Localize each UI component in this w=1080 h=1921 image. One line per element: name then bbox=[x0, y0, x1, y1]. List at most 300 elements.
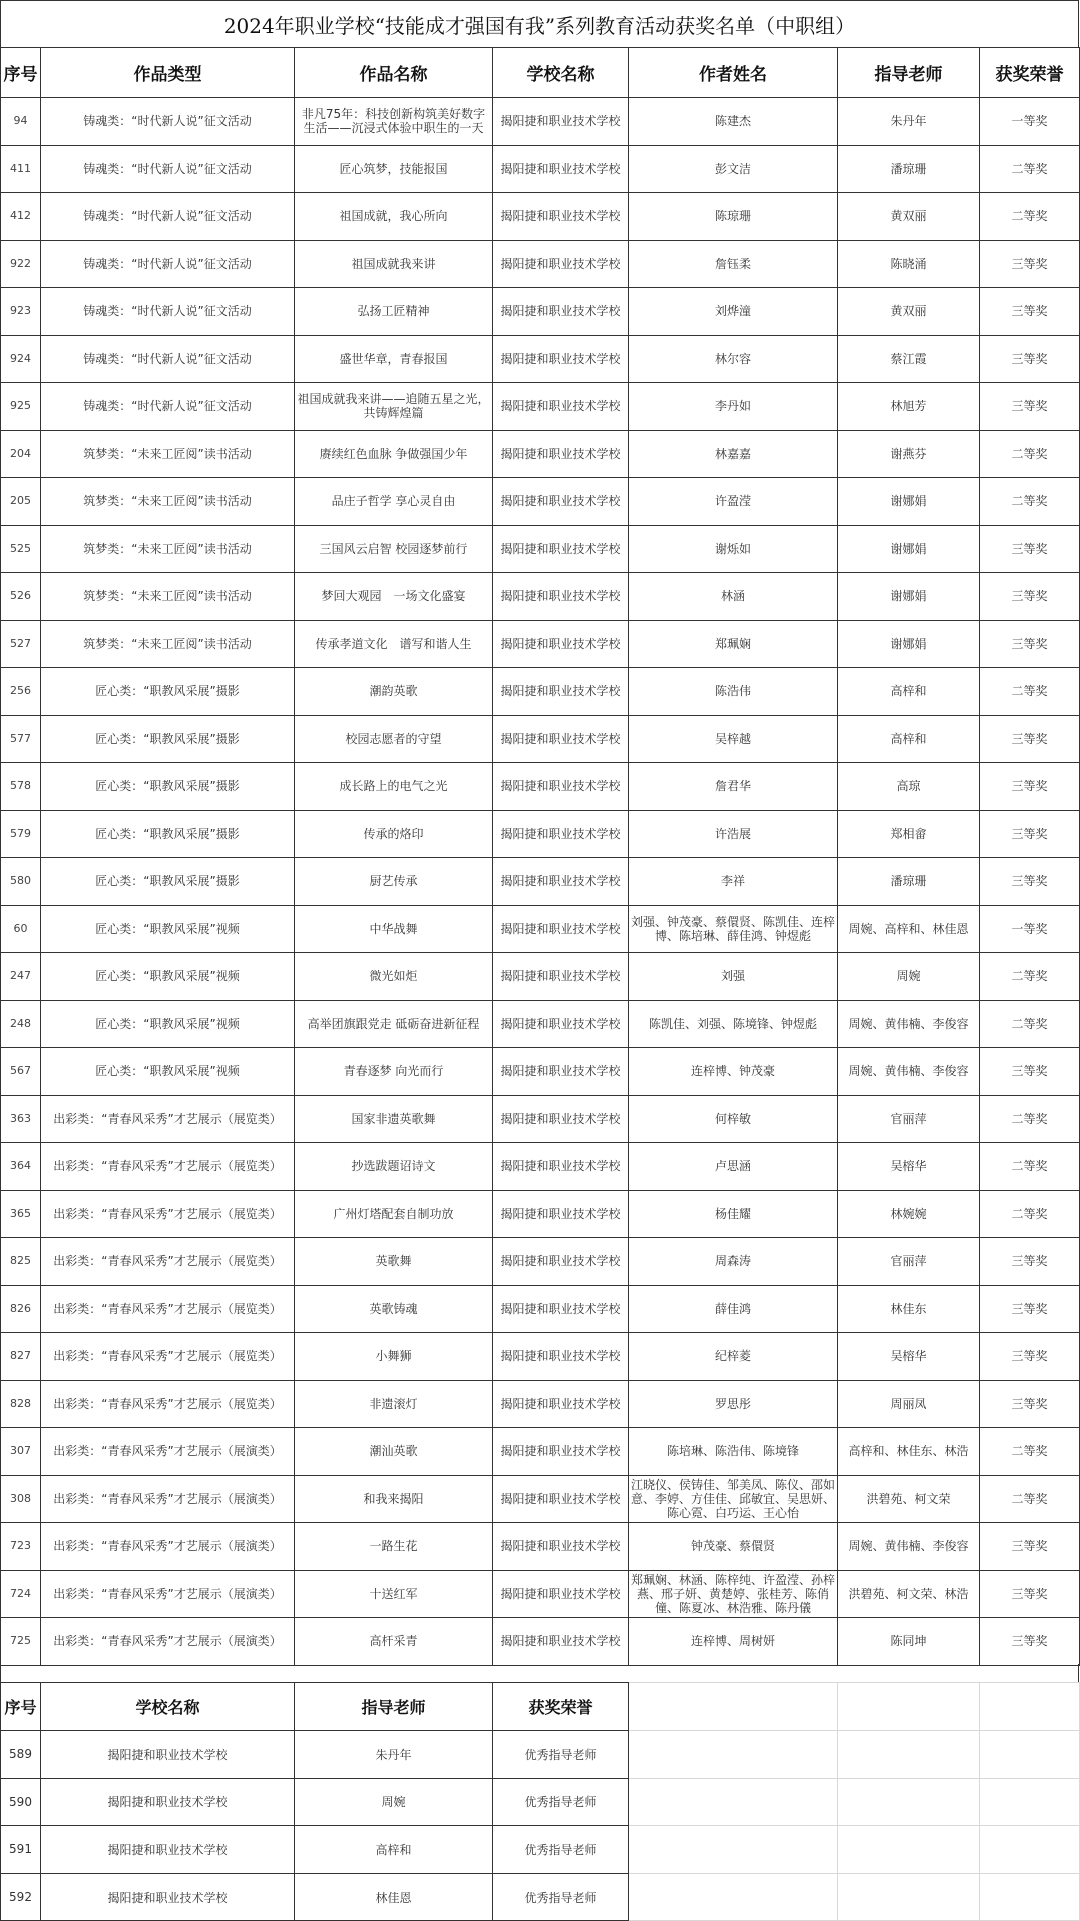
cell-author-names: 连梓博、周树妍 bbox=[629, 1618, 838, 1666]
cell-author-names: 李祥 bbox=[629, 858, 838, 906]
cell-work-title: 梦回大观园 一场文化盛宴 bbox=[295, 573, 493, 621]
cell-author-names: 陈培琳、陈浩伟、陈境锋 bbox=[629, 1428, 838, 1476]
cell-school-name: 揭阳捷和职业技术学校 bbox=[493, 288, 629, 336]
cell-advisor-name: 朱丹年 bbox=[295, 1731, 493, 1779]
cell-work-type: 出彩类：“青春风采秀”才艺展示（展演类） bbox=[41, 1475, 295, 1523]
table-row bbox=[1, 98, 1080, 146]
empty-cell bbox=[980, 1731, 1080, 1779]
cell-advisor-names: 林旭芳 bbox=[838, 383, 980, 431]
table-row bbox=[1, 145, 1080, 193]
cell-advisor-names: 吴榕华 bbox=[838, 1143, 980, 1191]
cell-author-names: 郑珮娴 bbox=[629, 620, 838, 668]
cell-award-level: 二等奖 bbox=[980, 478, 1080, 526]
cell-work-title: 盛世华章，青春报国 bbox=[295, 335, 493, 383]
cell-work-title: 祖国成就我来讲——追随五星之光，共铸辉煌篇 bbox=[295, 383, 493, 431]
cell-work-title: 英歌舞 bbox=[295, 1238, 493, 1286]
cell-serial-no: 590 bbox=[1, 1778, 41, 1826]
header-work-title: 作品名称 bbox=[295, 48, 493, 98]
cell-work-title: 匠心筑梦，技能报国 bbox=[295, 145, 493, 193]
cell-advisor-names: 官丽萍 bbox=[838, 1095, 980, 1143]
sheet-title: 2024年职业学校“技能成才强国有我”系列教育活动获奖名单（中职组） bbox=[0, 0, 1079, 48]
cell-work-type: 筑梦类：“未来工匠阅”读书活动 bbox=[41, 478, 295, 526]
cell-work-type: 出彩类：“青春风采秀”才艺展示（展览类） bbox=[41, 1190, 295, 1238]
cell-work-title: 广州灯塔配套自制功放 bbox=[295, 1190, 493, 1238]
table-row bbox=[1, 1095, 1080, 1143]
cell-advisor-names: 周丽凤 bbox=[838, 1380, 980, 1428]
cell-serial-no: 247 bbox=[1, 953, 41, 1001]
cell-work-type: 出彩类：“青春风采秀”才艺展示（展演类） bbox=[41, 1618, 295, 1666]
table-header-row bbox=[1, 1683, 1080, 1731]
cell-author-names: 詹钰柔 bbox=[629, 240, 838, 288]
cell-work-type: 出彩类：“青春风采秀”才艺展示（展览类） bbox=[41, 1238, 295, 1286]
empty-cell bbox=[980, 1873, 1080, 1921]
empty-cell bbox=[980, 1778, 1080, 1826]
cell-author-names: 郑珮娴、林涵、陈梓纯、许盈滢、孙梓燕、邢子妍、黄楚婷、张桂芳、陈俏僮、陈夏冰、林浩雅、陈丹儀 bbox=[629, 1570, 838, 1618]
cell-serial-no: 592 bbox=[1, 1873, 41, 1921]
cell-school-name: 揭阳捷和职业技术学校 bbox=[493, 145, 629, 193]
cell-serial-no: 248 bbox=[1, 1000, 41, 1048]
cell-award-level: 三等奖 bbox=[980, 1048, 1080, 1096]
cell-school-name: 揭阳捷和职业技术学校 bbox=[493, 573, 629, 621]
cell-author-names: 连梓博、钟茂豪 bbox=[629, 1048, 838, 1096]
cell-work-type: 匠心类：“职教风采展”摄影 bbox=[41, 858, 295, 906]
cell-school-name: 揭阳捷和职业技术学校 bbox=[493, 478, 629, 526]
cell-school-name: 揭阳捷和职业技术学校 bbox=[493, 1048, 629, 1096]
cell-author-names: 薛佳鸿 bbox=[629, 1285, 838, 1333]
cell-work-title: 英歌铸魂 bbox=[295, 1285, 493, 1333]
cell-school-name: 揭阳捷和职业技术学校 bbox=[493, 1333, 629, 1381]
cell-work-type: 匠心类：“职教风采展”摄影 bbox=[41, 668, 295, 716]
empty-cell bbox=[629, 1826, 838, 1874]
table-row bbox=[1, 1238, 1080, 1286]
cell-work-title: 校园志愿者的守望 bbox=[295, 715, 493, 763]
cell-serial-no: 828 bbox=[1, 1380, 41, 1428]
table-row bbox=[1, 1570, 1080, 1618]
cell-work-title: 成长路上的电气之光 bbox=[295, 763, 493, 811]
cell-author-names: 陈建杰 bbox=[629, 98, 838, 146]
table-row bbox=[1, 858, 1080, 906]
table-row bbox=[1, 1333, 1080, 1381]
cell-author-names: 许浩展 bbox=[629, 810, 838, 858]
cell-award-level: 三等奖 bbox=[980, 1333, 1080, 1381]
cell-school-name: 揭阳捷和职业技术学校 bbox=[493, 1570, 629, 1618]
cell-award-level: 优秀指导老师 bbox=[493, 1731, 629, 1779]
cell-school-name: 揭阳捷和职业技术学校 bbox=[493, 953, 629, 1001]
cell-author-names: 钟茂豪、蔡儇贤 bbox=[629, 1523, 838, 1571]
cell-work-type: 铸魂类：“时代新人说”征文活动 bbox=[41, 383, 295, 431]
cell-award-level: 三等奖 bbox=[980, 715, 1080, 763]
cell-work-title: 微光如炬 bbox=[295, 953, 493, 1001]
cell-award-level: 二等奖 bbox=[980, 1000, 1080, 1048]
cell-serial-no: 922 bbox=[1, 240, 41, 288]
header-serial-no: 序号 bbox=[1, 48, 41, 98]
cell-award-level: 二等奖 bbox=[980, 1190, 1080, 1238]
cell-work-title: 祖国成就我来讲 bbox=[295, 240, 493, 288]
cell-work-title: 弘扬工匠精神 bbox=[295, 288, 493, 336]
table-row bbox=[1, 1873, 1080, 1921]
cell-serial-no: 589 bbox=[1, 1731, 41, 1779]
cell-work-type: 筑梦类：“未来工匠阅”读书活动 bbox=[41, 573, 295, 621]
cell-work-type: 匠心类：“职教风采展”视频 bbox=[41, 1000, 295, 1048]
header-serial-no: 序号 bbox=[1, 1683, 41, 1731]
header-advisor-name: 指导老师 bbox=[295, 1683, 493, 1731]
cell-school-name: 揭阳捷和职业技术学校 bbox=[493, 1523, 629, 1571]
cell-serial-no: 94 bbox=[1, 98, 41, 146]
table-row bbox=[1, 1143, 1080, 1191]
cell-work-type: 出彩类：“青春风采秀”才艺展示（展演类） bbox=[41, 1428, 295, 1476]
cell-serial-no: 724 bbox=[1, 1570, 41, 1618]
cell-award-level: 二等奖 bbox=[980, 1475, 1080, 1523]
cell-author-names: 卢思涵 bbox=[629, 1143, 838, 1191]
cell-advisor-names: 吴榕华 bbox=[838, 1333, 980, 1381]
cell-work-title: 非凡75年：科技创新构筑美好数字生活——沉浸式体验中职生的一天 bbox=[295, 98, 493, 146]
header-advisor-names: 指导老师 bbox=[838, 48, 980, 98]
empty-cell bbox=[838, 1826, 980, 1874]
cell-author-names: 詹君华 bbox=[629, 763, 838, 811]
cell-author-names: 李丹如 bbox=[629, 383, 838, 431]
cell-award-level: 三等奖 bbox=[980, 763, 1080, 811]
cell-work-type: 匠心类：“职教风采展”摄影 bbox=[41, 715, 295, 763]
cell-school-name: 揭阳捷和职业技术学校 bbox=[493, 335, 629, 383]
header-award-level: 获奖荣誉 bbox=[980, 48, 1080, 98]
cell-work-type: 出彩类：“青春风采秀”才艺展示（展览类） bbox=[41, 1333, 295, 1381]
cell-serial-no: 826 bbox=[1, 1285, 41, 1333]
cell-work-type: 出彩类：“青春风采秀”才艺展示（展览类） bbox=[41, 1285, 295, 1333]
cell-school-name: 揭阳捷和职业技术学校 bbox=[493, 525, 629, 573]
cell-work-title: 厨艺传承 bbox=[295, 858, 493, 906]
cell-award-level: 三等奖 bbox=[980, 1285, 1080, 1333]
cell-serial-no: 527 bbox=[1, 620, 41, 668]
teacher-award-table bbox=[0, 1682, 1080, 1921]
cell-award-level: 二等奖 bbox=[980, 145, 1080, 193]
table-row bbox=[1, 1778, 1080, 1826]
cell-serial-no: 525 bbox=[1, 525, 41, 573]
cell-serial-no: 925 bbox=[1, 383, 41, 431]
cell-advisor-names: 蔡江霞 bbox=[838, 335, 980, 383]
cell-author-names: 谢烁如 bbox=[629, 525, 838, 573]
cell-author-names: 吴梓越 bbox=[629, 715, 838, 763]
empty-cell bbox=[980, 1683, 1080, 1731]
cell-advisor-names: 高梓和 bbox=[838, 715, 980, 763]
award-table bbox=[0, 47, 1080, 1666]
cell-serial-no: 308 bbox=[1, 1475, 41, 1523]
cell-school-name: 揭阳捷和职业技术学校 bbox=[493, 905, 629, 953]
cell-advisor-name: 周婉 bbox=[295, 1778, 493, 1826]
cell-school-name: 揭阳捷和职业技术学校 bbox=[493, 193, 629, 241]
cell-work-type: 铸魂类：“时代新人说”征文活动 bbox=[41, 98, 295, 146]
cell-award-level: 一等奖 bbox=[980, 905, 1080, 953]
table-row bbox=[1, 1428, 1080, 1476]
cell-award-level: 二等奖 bbox=[980, 1095, 1080, 1143]
cell-school-name: 揭阳捷和职业技术学校 bbox=[493, 1285, 629, 1333]
cell-school-name: 揭阳捷和职业技术学校 bbox=[493, 240, 629, 288]
cell-work-title: 小舞狮 bbox=[295, 1333, 493, 1381]
cell-school-name: 揭阳捷和职业技术学校 bbox=[41, 1778, 295, 1826]
cell-author-names: 刘强、钟茂豪、蔡儇贤、陈凯佳、连梓博、陈培琳、薛佳鸿、钟煜彪 bbox=[629, 905, 838, 953]
table-row bbox=[1, 573, 1080, 621]
cell-serial-no: 204 bbox=[1, 430, 41, 478]
cell-school-name: 揭阳捷和职业技术学校 bbox=[493, 1380, 629, 1428]
cell-author-names: 江晓仪、侯铸佳、邹美凤、陈仪、邵如意、李婷、方佳佳、邱敏宜、吴思妍、陈心霓、白巧运、王心怡 bbox=[629, 1475, 838, 1523]
cell-school-name: 揭阳捷和职业技术学校 bbox=[493, 430, 629, 478]
cell-award-level: 三等奖 bbox=[980, 240, 1080, 288]
cell-work-title: 传承孝道文化 谱写和谐人生 bbox=[295, 620, 493, 668]
cell-advisor-names: 谢燕芬 bbox=[838, 430, 980, 478]
cell-author-names: 杨佳耀 bbox=[629, 1190, 838, 1238]
table-row bbox=[1, 1523, 1080, 1571]
table-row bbox=[1, 1731, 1080, 1779]
cell-school-name: 揭阳捷和职业技术学校 bbox=[493, 1143, 629, 1191]
cell-serial-no: 825 bbox=[1, 1238, 41, 1286]
cell-school-name: 揭阳捷和职业技术学校 bbox=[493, 1475, 629, 1523]
table-row bbox=[1, 383, 1080, 431]
cell-advisor-names: 谢娜娟 bbox=[838, 525, 980, 573]
cell-serial-no: 578 bbox=[1, 763, 41, 811]
cell-author-names: 林尔容 bbox=[629, 335, 838, 383]
cell-school-name: 揭阳捷和职业技术学校 bbox=[493, 858, 629, 906]
cell-work-type: 铸魂类：“时代新人说”征文活动 bbox=[41, 145, 295, 193]
cell-work-type: 匠心类：“职教风采展”摄影 bbox=[41, 810, 295, 858]
cell-advisor-names: 周婉、高梓和、林佳恩 bbox=[838, 905, 980, 953]
cell-serial-no: 567 bbox=[1, 1048, 41, 1096]
cell-work-title: 潮韵英歌 bbox=[295, 668, 493, 716]
table-row bbox=[1, 335, 1080, 383]
cell-author-names: 罗思彤 bbox=[629, 1380, 838, 1428]
cell-author-names: 陈琼珊 bbox=[629, 193, 838, 241]
empty-cell bbox=[838, 1683, 980, 1731]
cell-work-type: 筑梦类：“未来工匠阅”读书活动 bbox=[41, 430, 295, 478]
cell-work-title: 青春逐梦 向光而行 bbox=[295, 1048, 493, 1096]
spacer-row bbox=[0, 1664, 1079, 1682]
table-row bbox=[1, 525, 1080, 573]
table-row bbox=[1, 1000, 1080, 1048]
cell-serial-no: 591 bbox=[1, 1826, 41, 1874]
cell-work-title: 十送红军 bbox=[295, 1570, 493, 1618]
cell-work-type: 铸魂类：“时代新人说”征文活动 bbox=[41, 288, 295, 336]
cell-advisor-names: 周婉、黄伟楠、李俊容 bbox=[838, 1048, 980, 1096]
cell-work-title: 和我来揭阳 bbox=[295, 1475, 493, 1523]
cell-work-type: 匠心类：“职教风采展”视频 bbox=[41, 905, 295, 953]
cell-work-type: 出彩类：“青春风采秀”才艺展示（展览类） bbox=[41, 1380, 295, 1428]
cell-serial-no: 364 bbox=[1, 1143, 41, 1191]
cell-school-name: 揭阳捷和职业技术学校 bbox=[493, 668, 629, 716]
cell-author-names: 陈浩伟 bbox=[629, 668, 838, 716]
cell-advisor-names: 高梓和、林佳东、林浩 bbox=[838, 1428, 980, 1476]
cell-author-names: 林涵 bbox=[629, 573, 838, 621]
cell-serial-no: 205 bbox=[1, 478, 41, 526]
cell-work-type: 出彩类：“青春风采秀”才艺展示（展览类） bbox=[41, 1143, 295, 1191]
cell-serial-no: 60 bbox=[1, 905, 41, 953]
empty-cell bbox=[838, 1873, 980, 1921]
cell-serial-no: 827 bbox=[1, 1333, 41, 1381]
cell-advisor-names: 朱丹年 bbox=[838, 98, 980, 146]
empty-cell bbox=[629, 1683, 838, 1731]
cell-serial-no: 526 bbox=[1, 573, 41, 621]
cell-serial-no: 307 bbox=[1, 1428, 41, 1476]
table-row bbox=[1, 1380, 1080, 1428]
cell-school-name: 揭阳捷和职业技术学校 bbox=[493, 1190, 629, 1238]
table-row bbox=[1, 953, 1080, 1001]
cell-award-level: 三等奖 bbox=[980, 1570, 1080, 1618]
cell-serial-no: 579 bbox=[1, 810, 41, 858]
cell-advisor-names: 黄双丽 bbox=[838, 288, 980, 336]
empty-cell bbox=[629, 1778, 838, 1826]
cell-advisor-names: 官丽萍 bbox=[838, 1238, 980, 1286]
cell-award-level: 优秀指导老师 bbox=[493, 1778, 629, 1826]
table-row bbox=[1, 1826, 1080, 1874]
cell-award-level: 三等奖 bbox=[980, 383, 1080, 431]
cell-advisor-names: 黄双丽 bbox=[838, 193, 980, 241]
cell-work-title: 中华战舞 bbox=[295, 905, 493, 953]
cell-school-name: 揭阳捷和职业技术学校 bbox=[493, 715, 629, 763]
cell-award-level: 三等奖 bbox=[980, 573, 1080, 621]
empty-cell bbox=[629, 1873, 838, 1921]
cell-work-type: 出彩类：“青春风采秀”才艺展示（展览类） bbox=[41, 1095, 295, 1143]
cell-work-title: 传承的烙印 bbox=[295, 810, 493, 858]
cell-award-level: 三等奖 bbox=[980, 620, 1080, 668]
cell-author-names: 刘烨潼 bbox=[629, 288, 838, 336]
cell-work-type: 筑梦类：“未来工匠阅”读书活动 bbox=[41, 525, 295, 573]
cell-school-name: 揭阳捷和职业技术学校 bbox=[493, 1095, 629, 1143]
cell-author-names: 周森涛 bbox=[629, 1238, 838, 1286]
cell-award-level: 一等奖 bbox=[980, 98, 1080, 146]
cell-award-level: 二等奖 bbox=[980, 193, 1080, 241]
table-row bbox=[1, 905, 1080, 953]
cell-serial-no: 412 bbox=[1, 193, 41, 241]
cell-work-type: 铸魂类：“时代新人说”征文活动 bbox=[41, 193, 295, 241]
cell-advisor-names: 周婉 bbox=[838, 953, 980, 1001]
cell-serial-no: 580 bbox=[1, 858, 41, 906]
header-school-name: 学校名称 bbox=[493, 48, 629, 98]
cell-author-names: 许盈滢 bbox=[629, 478, 838, 526]
cell-work-type: 出彩类：“青春风采秀”才艺展示（展演类） bbox=[41, 1570, 295, 1618]
cell-award-level: 三等奖 bbox=[980, 335, 1080, 383]
cell-award-level: 三等奖 bbox=[980, 810, 1080, 858]
cell-work-title: 祖国成就，我心所向 bbox=[295, 193, 493, 241]
cell-advisor-names: 周婉、黄伟楠、李俊容 bbox=[838, 1523, 980, 1571]
cell-author-names: 林嘉嘉 bbox=[629, 430, 838, 478]
cell-work-type: 铸魂类：“时代新人说”征文活动 bbox=[41, 240, 295, 288]
cell-work-title: 高杆采青 bbox=[295, 1618, 493, 1666]
cell-award-level: 三等奖 bbox=[980, 1618, 1080, 1666]
cell-award-level: 三等奖 bbox=[980, 1523, 1080, 1571]
cell-serial-no: 723 bbox=[1, 1523, 41, 1571]
cell-serial-no: 411 bbox=[1, 145, 41, 193]
table-row bbox=[1, 620, 1080, 668]
cell-advisor-names: 高琼 bbox=[838, 763, 980, 811]
cell-award-level: 二等奖 bbox=[980, 953, 1080, 1001]
cell-award-level: 二等奖 bbox=[980, 430, 1080, 478]
cell-advisor-name: 林佳恩 bbox=[295, 1873, 493, 1921]
cell-school-name: 揭阳捷和职业技术学校 bbox=[493, 1618, 629, 1666]
cell-school-name: 揭阳捷和职业技术学校 bbox=[493, 620, 629, 668]
cell-author-names: 刘强 bbox=[629, 953, 838, 1001]
cell-school-name: 揭阳捷和职业技术学校 bbox=[493, 763, 629, 811]
table-row bbox=[1, 810, 1080, 858]
cell-advisor-names: 潘琼珊 bbox=[838, 145, 980, 193]
cell-serial-no: 725 bbox=[1, 1618, 41, 1666]
table-header-row bbox=[1, 48, 1080, 98]
table-row bbox=[1, 1475, 1080, 1523]
cell-award-level: 二等奖 bbox=[980, 1143, 1080, 1191]
cell-work-type: 铸魂类：“时代新人说”征文活动 bbox=[41, 335, 295, 383]
cell-work-type: 匠心类：“职教风采展”视频 bbox=[41, 953, 295, 1001]
cell-serial-no: 256 bbox=[1, 668, 41, 716]
cell-work-type: 筑梦类：“未来工匠阅”读书活动 bbox=[41, 620, 295, 668]
cell-work-title: 抄选跋题诏诗文 bbox=[295, 1143, 493, 1191]
table-row bbox=[1, 288, 1080, 336]
cell-work-title: 品庄子哲学 享心灵自由 bbox=[295, 478, 493, 526]
header-author-names: 作者姓名 bbox=[629, 48, 838, 98]
cell-work-title: 赓续红色血脉 争做强国少年 bbox=[295, 430, 493, 478]
cell-advisor-names: 谢娜娟 bbox=[838, 620, 980, 668]
cell-school-name: 揭阳捷和职业技术学校 bbox=[493, 1238, 629, 1286]
cell-advisor-names: 高梓和 bbox=[838, 668, 980, 716]
cell-school-name: 揭阳捷和职业技术学校 bbox=[41, 1826, 295, 1874]
cell-advisor-names: 谢娜娟 bbox=[838, 573, 980, 621]
table-row bbox=[1, 478, 1080, 526]
cell-advisor-names: 谢娜娟 bbox=[838, 478, 980, 526]
cell-serial-no: 923 bbox=[1, 288, 41, 336]
cell-school-name: 揭阳捷和职业技术学校 bbox=[493, 1000, 629, 1048]
cell-author-names: 陈凯佳、刘强、陈境锋、钟煜彪 bbox=[629, 1000, 838, 1048]
cell-work-title: 国家非遗英歌舞 bbox=[295, 1095, 493, 1143]
cell-school-name: 揭阳捷和职业技术学校 bbox=[493, 1428, 629, 1476]
cell-advisor-name: 高梓和 bbox=[295, 1826, 493, 1874]
header-work-type: 作品类型 bbox=[41, 48, 295, 98]
table-row bbox=[1, 240, 1080, 288]
cell-advisor-names: 陈晓涌 bbox=[838, 240, 980, 288]
cell-work-type: 匠心类：“职教风采展”摄影 bbox=[41, 763, 295, 811]
cell-advisor-names: 周婉、黄伟楠、李俊容 bbox=[838, 1000, 980, 1048]
cell-serial-no: 577 bbox=[1, 715, 41, 763]
table-row bbox=[1, 715, 1080, 763]
table-row bbox=[1, 1285, 1080, 1333]
cell-advisor-names: 林佳东 bbox=[838, 1285, 980, 1333]
empty-cell bbox=[838, 1731, 980, 1779]
cell-award-level: 三等奖 bbox=[980, 288, 1080, 336]
cell-advisor-names: 林婉婉 bbox=[838, 1190, 980, 1238]
cell-work-title: 高举团旗跟党走 砥砺奋进新征程 bbox=[295, 1000, 493, 1048]
cell-award-level: 三等奖 bbox=[980, 858, 1080, 906]
cell-work-type: 出彩类：“青春风采秀”才艺展示（展演类） bbox=[41, 1523, 295, 1571]
cell-advisor-names: 郑相畲 bbox=[838, 810, 980, 858]
table-row bbox=[1, 763, 1080, 811]
table-row bbox=[1, 1190, 1080, 1238]
header-award-level: 获奖荣誉 bbox=[493, 1683, 629, 1731]
header-school-name: 学校名称 bbox=[41, 1683, 295, 1731]
cell-author-names: 纪梓菱 bbox=[629, 1333, 838, 1381]
cell-advisor-names: 洪碧苑、柯文荣 bbox=[838, 1475, 980, 1523]
cell-advisor-names: 洪碧苑、柯文荣、林浩 bbox=[838, 1570, 980, 1618]
cell-award-level: 三等奖 bbox=[980, 1238, 1080, 1286]
table-row bbox=[1, 1048, 1080, 1096]
cell-school-name: 揭阳捷和职业技术学校 bbox=[41, 1731, 295, 1779]
cell-school-name: 揭阳捷和职业技术学校 bbox=[493, 98, 629, 146]
empty-cell bbox=[629, 1731, 838, 1779]
cell-school-name: 揭阳捷和职业技术学校 bbox=[493, 383, 629, 431]
cell-work-title: 潮汕英歌 bbox=[295, 1428, 493, 1476]
cell-school-name: 揭阳捷和职业技术学校 bbox=[41, 1873, 295, 1921]
cell-author-names: 彭文洁 bbox=[629, 145, 838, 193]
cell-work-title: 三国风云启智 校园逐梦前行 bbox=[295, 525, 493, 573]
cell-award-level: 三等奖 bbox=[980, 525, 1080, 573]
cell-award-level: 二等奖 bbox=[980, 668, 1080, 716]
cell-work-type: 匠心类：“职教风采展”视频 bbox=[41, 1048, 295, 1096]
cell-award-level: 三等奖 bbox=[980, 1380, 1080, 1428]
cell-work-title: 非遗滚灯 bbox=[295, 1380, 493, 1428]
cell-advisor-names: 陈同坤 bbox=[838, 1618, 980, 1666]
